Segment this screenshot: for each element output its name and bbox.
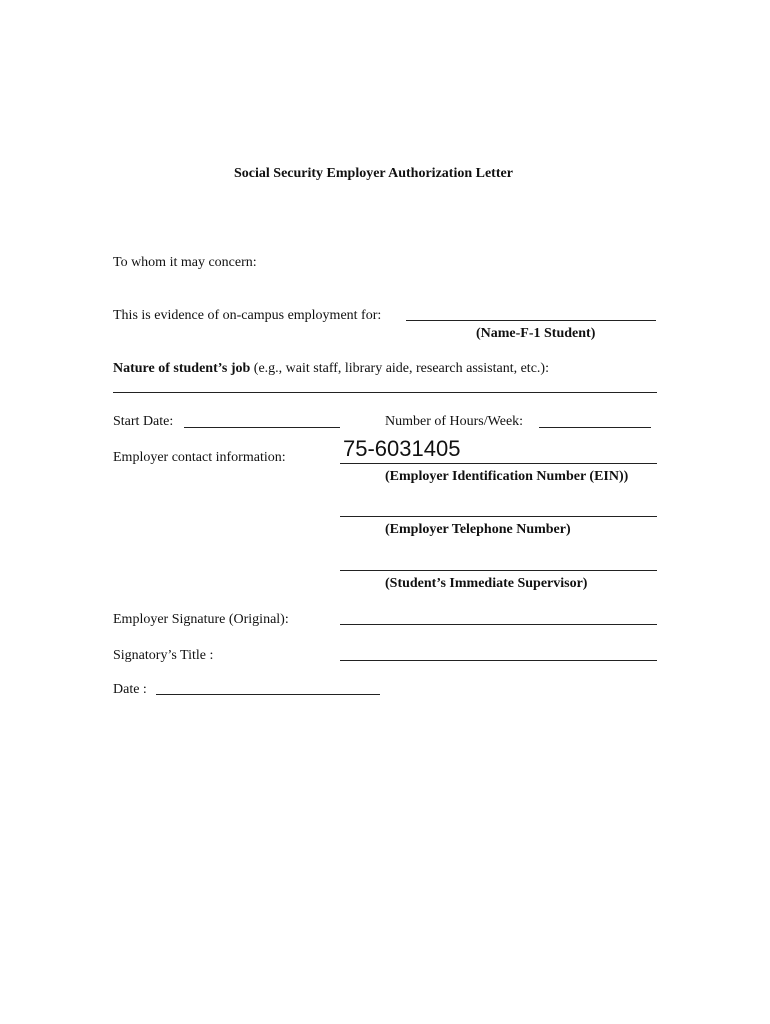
nature-label-bold: Nature of student’s job — [113, 361, 251, 376]
salutation: To whom it may concern: — [113, 255, 257, 270]
name-caption: (Name-F-1 Student) — [476, 326, 596, 341]
hours-field[interactable] — [539, 427, 651, 428]
start-date-label: Start Date: — [113, 414, 174, 429]
signature-field[interactable] — [340, 624, 657, 625]
ein-caption: (Employer Identification Number (EIN)) — [385, 469, 629, 484]
supervisor-field[interactable] — [340, 570, 657, 571]
nature-label-rest: (e.g., wait staff, library aide, research assistant, etc.): — [250, 361, 549, 376]
telephone-field[interactable] — [340, 516, 657, 517]
start-date-field[interactable] — [184, 427, 340, 428]
job-nature-field[interactable] — [113, 392, 657, 393]
employer-contact-label: Employer contact information: — [113, 450, 286, 465]
document-title: Social Security Employer Authorization Letter — [234, 166, 513, 181]
student-name-field[interactable] — [406, 320, 656, 321]
evidence-label: This is evidence of on-campus employment for: — [113, 308, 382, 323]
ein-value[interactable]: 75-6031405 — [343, 436, 461, 461]
date-field[interactable] — [156, 694, 380, 695]
signatory-title-label: Signatory’s Title : — [113, 648, 214, 663]
signature-label: Employer Signature (Original): — [113, 612, 289, 627]
ein-field[interactable] — [340, 463, 657, 464]
nature-label — [113, 361, 549, 377]
supervisor-caption: (Student’s Immediate Supervisor) — [385, 576, 588, 591]
signatory-title-field[interactable] — [340, 660, 657, 661]
hours-label: Number of Hours/Week: — [385, 414, 524, 429]
date-label: Date : — [113, 682, 147, 697]
telephone-caption: (Employer Telephone Number) — [385, 522, 571, 537]
